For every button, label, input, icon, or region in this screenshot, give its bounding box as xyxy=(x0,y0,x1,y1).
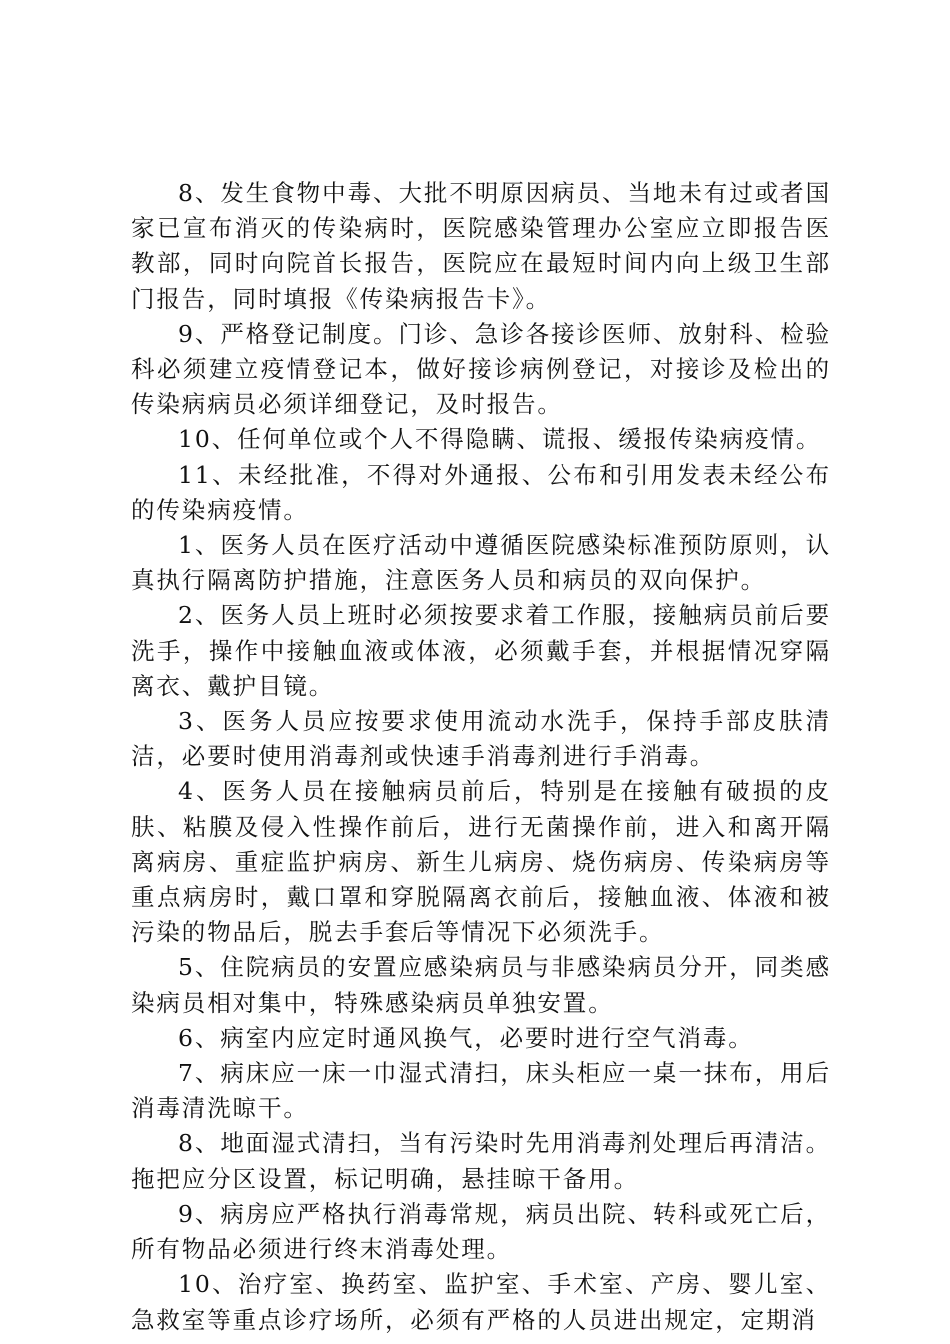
paragraph-no-unauthorized-publication: 11、未经批准，不得对外通报、公布和引用发表未经公布的传染病疫情。 xyxy=(131,460,831,524)
paragraph-key-areas-access: 10、治疗室、换药室、监护室、手术室、产房、婴儿室、急救室等重点诊疗场所，必须有严格的人员进出规定，定期消 xyxy=(131,1270,831,1334)
paragraph-no-concealment: 10、任何单位或个人不得隐瞒、谎报、缓报传染病疫情。 xyxy=(178,425,822,454)
paragraph-hand-washing: 3、医务人员应按要求使用流动水洗手，保持手部皮肤清洁，必要时使用消毒剂或快速手消毒剂进行手消毒。 xyxy=(131,707,831,771)
paragraph-patient-placement: 5、住院病员的安置应感染病员与非感染病员分开，同类感染病员相对集中，特殊感染病员单独安置。 xyxy=(131,953,831,1017)
paragraph-registration-system: 9、严格登记制度。门诊、急诊各接诊医师、放射科、检验科必须建立疫情登记本，做好接诊病例登记，对接诊及检出的传染病病员必须详细登记，及时报告。 xyxy=(131,319,831,419)
paragraph-bed-cleaning: 7、病床应一床一巾湿式清扫，床头柜应一桌一抹布，用后消毒清洗晾干。 xyxy=(131,1059,831,1123)
paragraph-work-clothes-gloves: 2、医务人员上班时必须按要求着工作服，接触病员前后要洗手，操作中接触血液或体液，必须戴手套，并根据情况穿隔离衣、戴护目镜。 xyxy=(131,601,831,700)
paragraph-standard-precautions: 1、医务人员在医疗活动中遵循医院感染标准预防原则，认真执行隔离防护措施，注意医务人员和病员的双向保护。 xyxy=(131,531,831,595)
paragraph-when-to-wash-hands: 4、医务人员在接触病员前后，特别是在接触有破损的皮肤、粘膜及侵入性操作前后，进行无菌操作前，进入和离开隔离病房、重症监护病房、新生儿病房、烧伤病房、传染病房等重点病房时，戴口罩和穿脱隔离衣前后，接触血液、体液和被污染的物品后，脱去手套后等情况下必须洗手。 xyxy=(131,777,831,947)
document-body xyxy=(131,176,831,1338)
paragraph-report-food-poisoning: 8、发生食物中毒、大批不明原因病员、当地未有过或者国家已宣布消灭的传染病时，医院感染管理办公室应立即报告医教部，同时向院首长报告，医院应在最短时间内向上级卫生部门报告，同时填报《传染病报告卡》。 xyxy=(131,179,831,313)
paragraph-terminal-disinfection: 9、病房应严格执行消毒常规，病员出院、转科或死亡后，所有物品必须进行终末消毒处理。 xyxy=(131,1199,831,1264)
paragraph-ventilation: 6、病室内应定时通风换气，必要时进行空气消毒。 xyxy=(178,1023,754,1052)
paragraph-floor-cleaning: 8、地面湿式清扫，当有污染时先用消毒剂处理后再清洁。拖把应分区设置，标记明确，悬挂晾干备用。 xyxy=(131,1129,831,1193)
